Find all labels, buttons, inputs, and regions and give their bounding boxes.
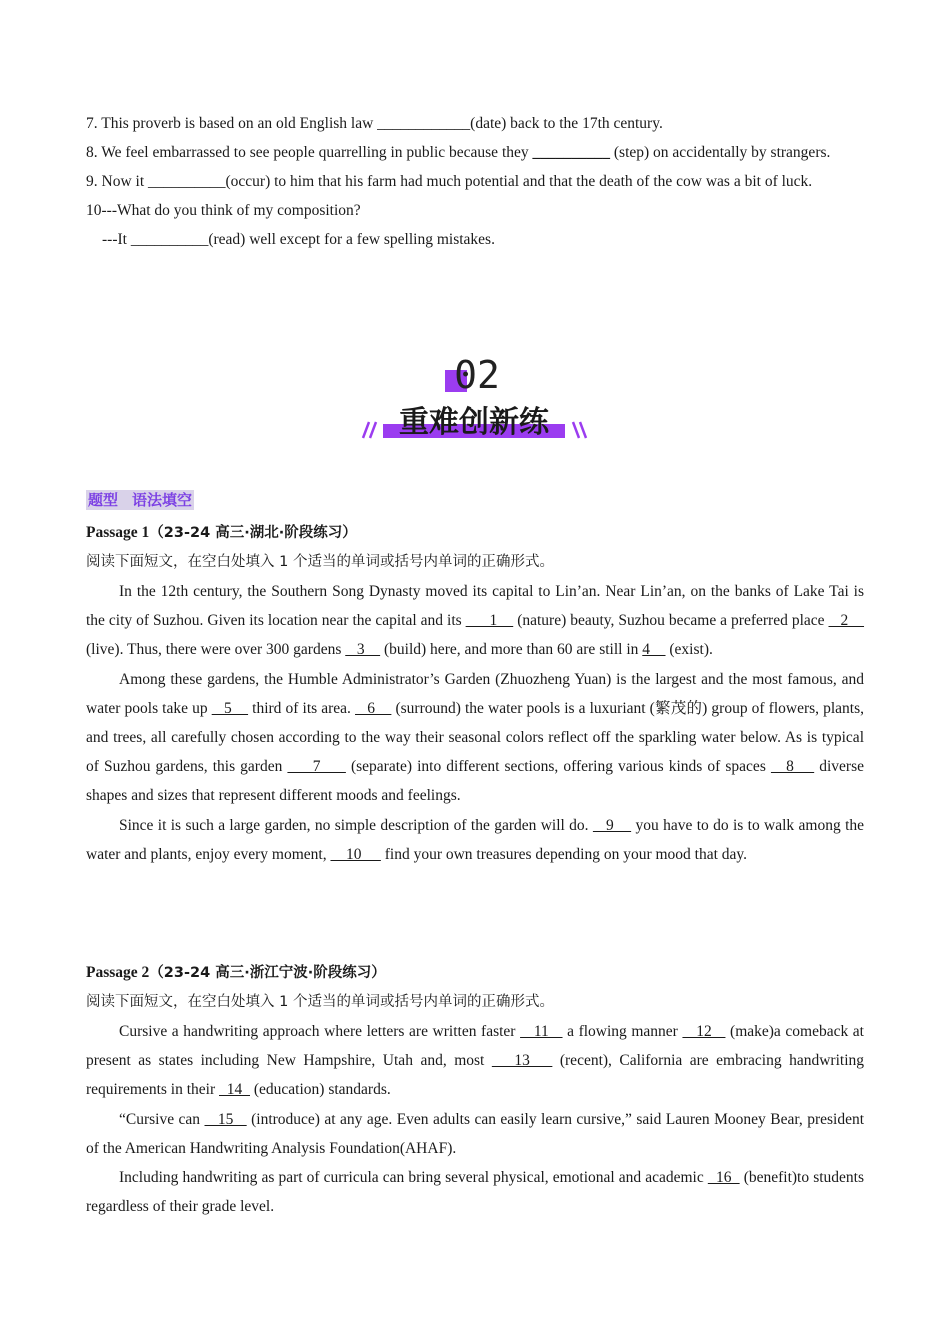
passage-1: [86, 518, 864, 869]
answer-blank-12[interactable]: 12: [682, 1023, 726, 1040]
passage-1-instruction: 阅读下面短文，在空白处填入 1 个适当的单词或括号内单词的正确形式。: [86, 554, 554, 570]
passage-2-instruction: 阅读下面短文，在空白处填入 1 个适当的单词或括号内单词的正确形式。: [86, 994, 554, 1010]
answer-blank-5[interactable]: 5: [211, 699, 249, 717]
section-tag-row: [86, 490, 864, 510]
passage-1-paragraph-2: Among these gardens, the Humble Administrator’s Garden (Zhuozheng Yuan) is the largest and the most famous, and water pools take up 5 third of its area. 6 (surround) the water pools is a luxuriant (繁茂的) group of flowers, plants, and trees, all carefully chosen according to the way their seasonal colors reflect off the sparkling water below. As is typical of Suzhou gardens, this garden 7 (separate) into different sections, offering various kinds of spaces 8 diverse shapes and sizes that represent different moods and feelings.: [86, 670, 865, 805]
passage-2-heading: Passage 2（23-24 高三·浙江宁波·阶段练习）: [86, 964, 386, 981]
answer-blank-6[interactable]: 6: [355, 699, 392, 717]
banner-title: 重难创新练: [399, 405, 549, 440]
passage-2-paragraph-1: Cursive a handwriting approach where letters are written faster 11 a flowing manner 12 (make)a comeback at present as states including New Hampshire, Utah and, most 13 (recent), California are embracing handwriting requirements in their 14 (education) standards.: [86, 1023, 864, 1099]
answer-blank-10[interactable]: 10: [330, 845, 381, 863]
exercise-item-10: 10---What do you think of my composition?: [86, 202, 361, 219]
exercise-item-7: 7. This proverb is based on an old English law ____________(date) back to the 17th century.: [86, 115, 663, 132]
answer-blank-1[interactable]: 1: [465, 612, 514, 630]
exercise-item-10-answer: ---It __________(read) well except for a few spelling mistakes.: [102, 231, 495, 248]
passage-1-paragraph-3: Since it is such a large garden, no simple description of the garden will do. 9 you have to do is to walk among the water and plants, enjoy every moment, 10 find your own treasures depending on your mood that day.: [86, 816, 864, 863]
section-banner: [355, 350, 595, 450]
answer-blank-15[interactable]: 15: [204, 1110, 247, 1128]
answer-blank[interactable]: __________: [130, 231, 209, 248]
answer-blank[interactable]: __________: [532, 144, 611, 161]
answer-blank-8[interactable]: 8: [770, 758, 815, 776]
passage-2: [86, 958, 864, 1221]
answer-blank[interactable]: __________: [148, 173, 226, 190]
banner-slash-right-icon: [573, 422, 586, 438]
answer-blank[interactable]: ____________: [377, 115, 471, 132]
banner-slash-left-icon: [363, 422, 376, 438]
banner-number: 02: [454, 353, 500, 397]
answer-blank-7[interactable]: 7: [287, 758, 346, 776]
passage-1-heading: Passage 1（23-24 高三·湖北·阶段练习）: [86, 524, 357, 541]
answer-blank-9[interactable]: 9: [592, 816, 632, 834]
exercise-item-9: 9. Now it __________(occur) to him that his farm had much potential and that the death of the cow was a bit of luck.: [86, 173, 813, 190]
passage-2-paragraph-3: Including handwriting as part of curricula can bring several physical, emotional and academic 16 (benefit)to students regardless of their grade level.: [86, 1169, 864, 1216]
question-type-tag: 题型 语法填空: [88, 491, 193, 509]
answer-blank-13[interactable]: 13: [491, 1052, 553, 1070]
answer-blank-14[interactable]: 14: [219, 1081, 250, 1099]
exercise-item-8: 8. We feel embarrassed to see people quarrelling in public because they __________ (step) on accidentally by strangers.: [86, 144, 831, 161]
answer-blank-3[interactable]: 3: [345, 641, 381, 659]
answer-blank-16[interactable]: 16: [707, 1169, 740, 1187]
answer-blank-2[interactable]: 2: [828, 612, 865, 630]
passage-1-paragraph-1: In the 12th century, the Southern Song Dynasty moved its capital to Lin’an. Near Lin’an, on the banks of Lake Tai is the city of Suzhou. Given its location near the capital and its 1 (nature) beauty, Suzhou became a preferred place 2 (live). Thus, there were over 300 gardens 3 (build) here, and more than 60 are still in 4 (exist).: [86, 583, 865, 659]
passage-2-paragraph-2: “Cursive can 15 (introduce) at any age. Even adults can easily learn cursive,” said Lauren Mooney Bear, president of the American Handwriting Analysis Foundation(AHAF).: [86, 1110, 865, 1157]
answer-blank-4[interactable]: 4: [642, 641, 666, 659]
answer-blank-11[interactable]: 11: [520, 1023, 563, 1040]
exercise-list: [86, 109, 864, 254]
